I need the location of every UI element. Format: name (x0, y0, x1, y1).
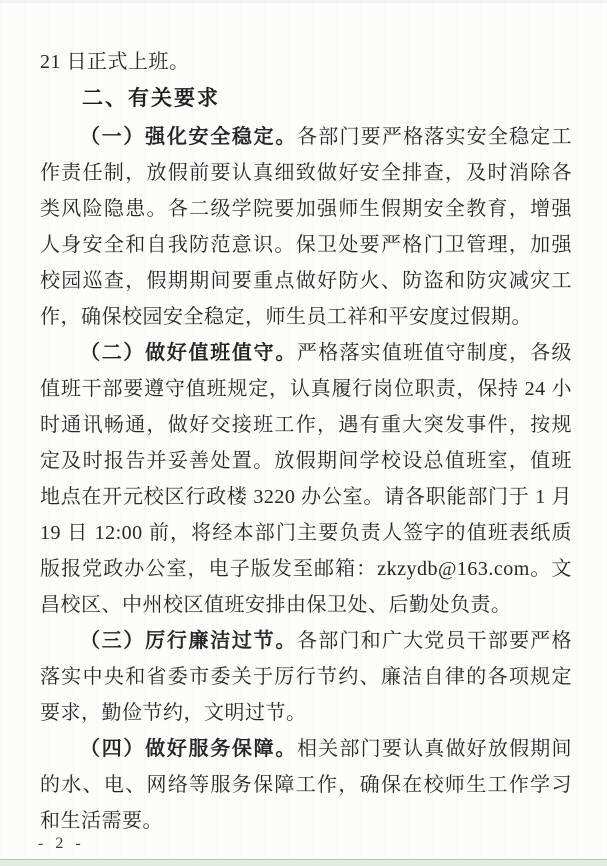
section-heading: 二、有关要求 (82, 87, 220, 110)
paragraph-integrity (40, 623, 572, 731)
intro-line: 21 日正式上班。 (40, 51, 190, 73)
page-number: - 2 - (38, 835, 85, 852)
paragraph-duty-body: 严格落实值班值守制度，各级值班干部要遵守值班规定，认真履行岗位职责，保持 24 小时通讯畅通，做好交接班工作，遇有重大突发事件，按规定及时报告并妥善处置。放假期间学校设总值班室，值班地点在开元校区行政楼 3220 办公室。请各职能部门于 1 月 19 日 12:00 前，将经本部门主要负责人签字的值班表纸质版报党政办公室，电子版发至邮箱：zkzydb@163.com。文昌校区、中州校区值班安排由保卫处、后勤处负责。 (40, 342, 573, 616)
document-body (40, 44, 572, 839)
paragraph-service (40, 731, 572, 839)
paragraph-integrity-lead: （三）厉行廉洁过节。 (80, 630, 298, 652)
paragraph-service-lead: （四）做好服务保障。 (80, 738, 298, 760)
paragraph-security-body: 各部门要严格落实安全稳定工作责任制，放假前要认真细致做好安全排查，及时消除各类风险隐患。各二级学院要加强师生假期安全教育，增强人身安全和自我防范意识。保卫处要严格门卫管理，加强校园巡查，假期期间要重点做好防火、防盗和防灾减灾工作，确保校园安全稳定，师生员工祥和平安度过假期。 (40, 126, 573, 328)
paragraph-security (40, 119, 572, 335)
paragraph-security-lead: （一）强化安全稳定。 (80, 126, 298, 148)
paragraph-integrity-body: 各部门和广大党员干部要严格落实中央和省委市委关于厉行节约、廉洁自律的各项规定要求，勤俭节约，文明过节。 (40, 630, 573, 724)
paragraph-duty-lead: （二）做好值班值守。 (80, 342, 298, 364)
paragraph-duty (40, 335, 572, 623)
paragraph-service-body: 相关部门要认真做好放假期间的水、电、网络等服务保障工作，确保在校师生工作学习和生活需要。 (40, 738, 573, 832)
scan-edge-strip (0, 859, 607, 866)
